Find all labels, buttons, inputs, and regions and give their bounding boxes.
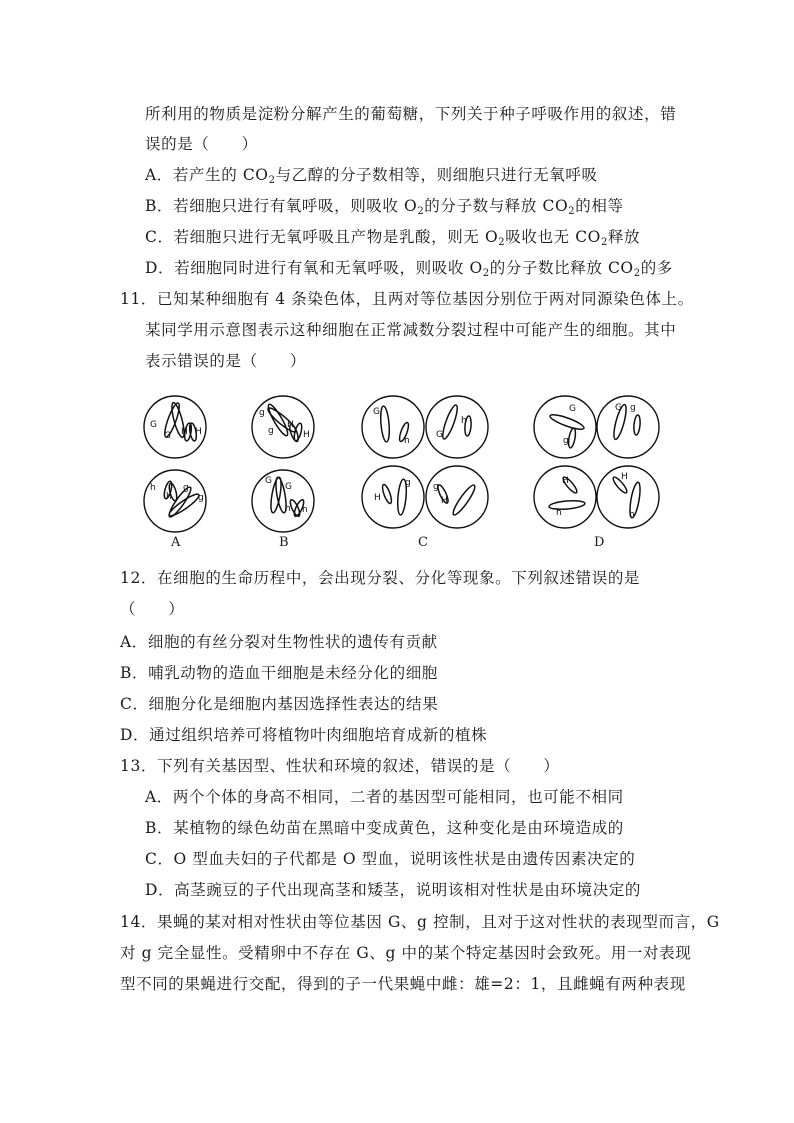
cell-d2 xyxy=(597,396,659,458)
q10-c-text-3: 释放 xyxy=(607,228,641,246)
q10-c-text-1: C．若细胞只进行无氧呼吸且产物是乳酸，则无 O xyxy=(145,228,499,246)
q10-c-subscript-2: 2 xyxy=(600,237,608,248)
q11-stem-line2: 某同学用示意图表示这种细胞在正常减数分裂过程中可能产生的细胞。其中 xyxy=(145,321,677,339)
q10-d-subscript-1: 2 xyxy=(482,268,490,279)
label-c2-h: h xyxy=(461,416,467,426)
cell-b1 xyxy=(252,396,314,458)
label-c4-g: g xyxy=(433,482,439,492)
figure-label-a: A xyxy=(171,535,181,550)
label-d2-g: g xyxy=(630,403,636,413)
label-a1-G1: G xyxy=(150,420,157,430)
q10-stem-line1: 所利用的物质是淀粉分解产生的葡萄糖，下列关于种子呼吸作用的叙述，错 xyxy=(145,105,677,123)
q11-stem-line1: 11．已知某种细胞有 4 条染色体，且两对等位基因分别位于两对同源染色体上。 xyxy=(120,290,694,308)
label-d3-H: H xyxy=(562,476,569,486)
q10-a-text-1: A．若产生的 CO xyxy=(145,166,269,184)
cell-c3 xyxy=(362,466,424,528)
q10-b-subscript-1: 2 xyxy=(417,206,425,217)
q12-stem-line1: 12．在细胞的生命历程中，会出现分裂、分化等现象。下列叙述错误的是 xyxy=(120,569,641,587)
q13-stem: 13．下列有关基因型、性状和环境的叙述，错误的是（ ） xyxy=(120,757,560,775)
cell-b2 xyxy=(252,470,314,532)
q10-c-subscript-1: 2 xyxy=(498,237,506,248)
q10-d-text-2: 的分子数比释放 CO xyxy=(489,259,634,277)
q14-line2: 对 g 完全显性。受精卵中不存在 G、g 中的某个特定基因时会致死。用一对表现 xyxy=(120,944,692,962)
label-a1-G2: G xyxy=(164,431,171,441)
label-c4-H: H xyxy=(441,496,448,506)
label-a2-h2: h xyxy=(166,492,172,502)
label-a1-H1: H xyxy=(181,427,188,437)
q13-option-a: A．两个个体的身高不相同，二者的基因型可能相同，也可能不相同 xyxy=(145,788,624,806)
label-b1-H2: H xyxy=(303,430,310,440)
label-d4-h: h xyxy=(629,510,635,520)
q10-d-text-1: D．若细胞同时进行有氧和无氧呼吸，则吸收 O xyxy=(145,259,483,277)
q10-d-subscript-2: 2 xyxy=(633,268,641,279)
label-c1-G: G xyxy=(373,407,380,417)
label-b2-G2: G xyxy=(285,482,292,492)
q12-option-b: B．哺乳动物的造血干细胞是未经分化的细胞 xyxy=(120,664,438,682)
q10-c-text-2: 吸收也无 CO xyxy=(505,228,601,246)
label-c2-G: G xyxy=(436,430,443,440)
q14-line3: 型不同的果蝇进行交配，得到的子一代果蝇中雌：雄=2：1，且雌蝇有两种表现 xyxy=(120,975,686,993)
q13-option-d: D．高茎豌豆的子代出现高茎和矮茎，说明该相对性状是由环境决定的 xyxy=(145,881,642,899)
q12-option-d: D．通过组织培养可将植物叶肉细胞培育成新的植株 xyxy=(120,726,488,744)
label-c3-g: g xyxy=(405,478,411,488)
label-a2-g2: g xyxy=(198,493,204,503)
q10-a-text-2: 与乙醇的分子数相等，则细胞只进行无氧呼吸 xyxy=(275,166,598,184)
label-b1-g2: g xyxy=(268,426,274,436)
label-d1-g: g xyxy=(563,436,569,446)
label-b2-G1: G xyxy=(265,476,272,486)
cell-d4 xyxy=(597,466,659,528)
q13-option-b: B．某植物的绿色幼苗在黑暗中变成黄色，这种变化是由环境造成的 xyxy=(145,819,624,837)
label-a1-H2: H xyxy=(195,427,202,437)
q10-d-text-3: 的多 xyxy=(640,259,673,277)
q12-option-a: A．细胞的有丝分裂对生物性状的遗传有贡献 xyxy=(120,633,438,651)
cell-c1 xyxy=(362,396,424,458)
label-a2-h1: h xyxy=(150,483,156,493)
figure-label-b: B xyxy=(279,535,289,550)
label-d3-h: h xyxy=(556,508,562,518)
cell-c4 xyxy=(426,466,488,528)
q10-stem-line2: 误的是（ ） xyxy=(145,135,258,153)
q10-b-text-1: B．若细胞只进行有氧呼吸，则吸收 O xyxy=(145,197,418,215)
q10-b-text-3: 的相等 xyxy=(575,197,624,215)
q11-stem-line3: 表示错误的是（ ） xyxy=(145,352,307,370)
q13-option-c: C．O 型血夫妇的子代都是 O 型血，说明该性状是由遗传因素决定的 xyxy=(145,850,636,868)
label-b1-H: H xyxy=(287,420,294,430)
label-c1-h: h xyxy=(404,436,410,446)
label-a2-g1: g xyxy=(183,483,189,493)
figure-label-d: D xyxy=(594,535,605,550)
label-d2-G: G xyxy=(615,403,622,413)
q10-a-subscript: 2 xyxy=(268,175,276,186)
label-d4-H: H xyxy=(621,472,628,482)
label-d1-G: G xyxy=(569,404,576,414)
label-b2-h1: h xyxy=(285,504,291,514)
q12-option-c: C．细胞分化是细胞内基因选择性表达的结果 xyxy=(120,695,439,713)
q12-stem-line2: （ ） xyxy=(120,600,185,618)
label-b1-g1: g xyxy=(259,408,265,418)
cell-d1 xyxy=(534,396,596,458)
q10-b-text-2: 的分子数与释放 CO xyxy=(424,197,569,215)
label-c3-H: H xyxy=(374,493,381,503)
label-b2-h2: h xyxy=(302,505,308,515)
q10-b-subscript-2: 2 xyxy=(568,206,576,217)
q14-line1: 14．果蝇的某对相对性状由等位基因 G、g 控制，且对于这对性状的表现型而言，G xyxy=(120,913,720,931)
figure-label-c: C xyxy=(418,535,428,550)
